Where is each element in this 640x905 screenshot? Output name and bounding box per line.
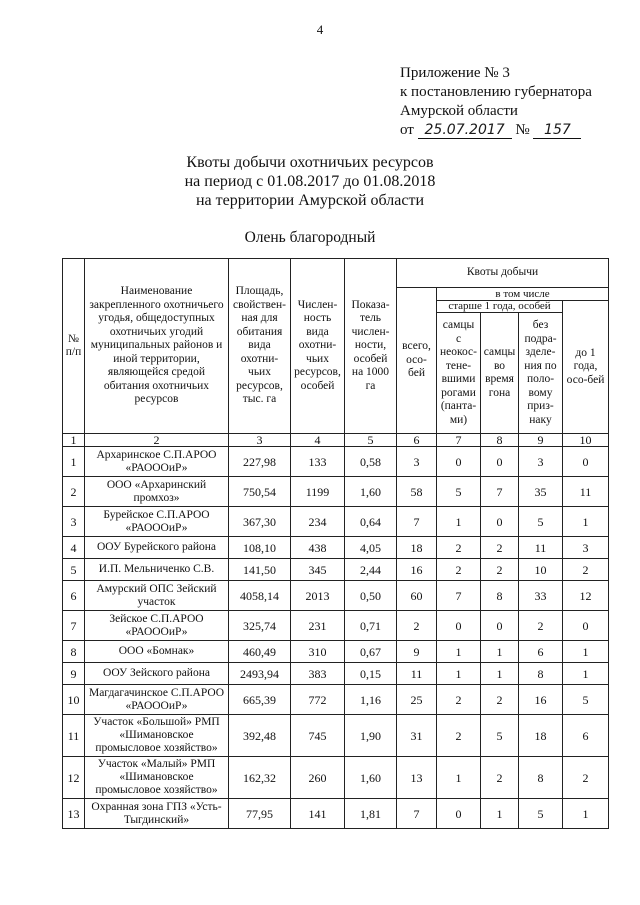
row-total: 58 — [397, 477, 437, 507]
row-total: 9 — [397, 641, 437, 663]
row-total: 16 — [397, 559, 437, 581]
table-row — [63, 537, 609, 559]
quota-table — [62, 258, 609, 829]
table-row — [63, 715, 609, 757]
row-males-antlers: 0 — [437, 447, 481, 477]
column-number: 4 — [291, 434, 345, 447]
table-row — [63, 611, 609, 641]
row-name: Участок «Малый» РМП «Шимановское промысловое хозяйство» — [85, 757, 229, 799]
annex-date-number — [400, 121, 592, 140]
column-number: 9 — [519, 434, 563, 447]
row-no-sex: 18 — [519, 715, 563, 757]
row-density: 0,15 — [345, 663, 397, 685]
row-population: 345 — [291, 559, 345, 581]
row-density: 1,60 — [345, 757, 397, 799]
row-under1: 0 — [563, 447, 609, 477]
row-density: 0,50 — [345, 581, 397, 611]
row-population: 383 — [291, 663, 345, 685]
row-area: 325,74 — [229, 611, 291, 641]
title-line-2: на период с 01.08.2017 до 01.08.2018 — [184, 173, 436, 190]
row-population: 772 — [291, 685, 345, 715]
row-total: 2 — [397, 611, 437, 641]
header-area: Площадь, свойствен-ная для обитания вида охотни-чьих ресурсов, тыс. га — [229, 259, 291, 434]
row-population: 141 — [291, 799, 345, 829]
column-number: 1 — [63, 434, 85, 447]
row-population: 234 — [291, 507, 345, 537]
header-older: старше 1 года, особей — [437, 301, 563, 313]
table-row — [63, 799, 609, 829]
row-no-sex: 11 — [519, 537, 563, 559]
quota-table-body — [63, 447, 609, 829]
row-number: 4 — [63, 537, 85, 559]
row-under1: 1 — [563, 641, 609, 663]
header-males-antlers: самцы с неокос-тене-вшими рогами (панта-ми) — [437, 313, 481, 434]
row-population: 438 — [291, 537, 345, 559]
table-row — [63, 685, 609, 715]
row-males-rut: 2 — [481, 559, 519, 581]
row-total: 7 — [397, 507, 437, 537]
row-area: 77,95 — [229, 799, 291, 829]
row-population: 745 — [291, 715, 345, 757]
row-name: ООО «Архаринский промхоз» — [85, 477, 229, 507]
row-under1: 1 — [563, 663, 609, 685]
row-population: 2013 — [291, 581, 345, 611]
annex-block — [400, 64, 592, 140]
row-no-sex: 10 — [519, 559, 563, 581]
row-males-antlers: 1 — [437, 757, 481, 799]
row-area: 665,39 — [229, 685, 291, 715]
row-males-rut: 0 — [481, 507, 519, 537]
row-under1: 1 — [563, 799, 609, 829]
row-density: 1,60 — [345, 477, 397, 507]
row-number: 3 — [63, 507, 85, 537]
row-name: Зейское С.П.АРОО «РАОООиР» — [85, 611, 229, 641]
row-name: ООО «Бомнак» — [85, 641, 229, 663]
table-row — [63, 477, 609, 507]
row-total: 7 — [397, 799, 437, 829]
row-no-sex: 5 — [519, 799, 563, 829]
header-total: всего, осо-бей — [397, 288, 437, 434]
row-name: Магдагачинское С.П.АРОО «РАОООиР» — [85, 685, 229, 715]
row-number: 9 — [63, 663, 85, 685]
row-total: 18 — [397, 537, 437, 559]
row-under1: 2 — [563, 559, 609, 581]
row-population: 260 — [291, 757, 345, 799]
row-name: Амурский ОПС Зейский участок — [85, 581, 229, 611]
row-males-rut: 8 — [481, 581, 519, 611]
row-total: 31 — [397, 715, 437, 757]
column-number: 7 — [437, 434, 481, 447]
header-num: № п/п — [63, 259, 85, 434]
row-name: Архаринское С.П.АРОО «РАОООиР» — [85, 447, 229, 477]
column-number: 2 — [85, 434, 229, 447]
row-males-rut: 2 — [481, 757, 519, 799]
row-under1: 3 — [563, 537, 609, 559]
row-total: 60 — [397, 581, 437, 611]
document-title — [0, 153, 620, 210]
row-number: 10 — [63, 685, 85, 715]
row-under1: 12 — [563, 581, 609, 611]
row-number: 12 — [63, 757, 85, 799]
row-name: Участок «Большой» РМП «Шимановское промысловое хозяйство» — [85, 715, 229, 757]
row-number: 5 — [63, 559, 85, 581]
annex-number: 157 — [533, 122, 581, 139]
row-area: 367,30 — [229, 507, 291, 537]
row-area: 227,98 — [229, 447, 291, 477]
row-under1: 0 — [563, 611, 609, 641]
row-males-rut: 1 — [481, 663, 519, 685]
row-no-sex: 2 — [519, 611, 563, 641]
row-males-rut: 1 — [481, 641, 519, 663]
row-males-rut: 2 — [481, 537, 519, 559]
row-total: 25 — [397, 685, 437, 715]
row-no-sex: 5 — [519, 507, 563, 537]
row-area: 141,50 — [229, 559, 291, 581]
row-under1: 11 — [563, 477, 609, 507]
row-males-rut: 0 — [481, 447, 519, 477]
row-density: 2,44 — [345, 559, 397, 581]
row-no-sex: 16 — [519, 685, 563, 715]
row-name: Охранная зона ГПЗ «Усть-Тыгдинский» — [85, 799, 229, 829]
row-population: 310 — [291, 641, 345, 663]
row-area: 108,10 — [229, 537, 291, 559]
row-total: 3 — [397, 447, 437, 477]
row-under1: 5 — [563, 685, 609, 715]
row-males-rut: 1 — [481, 799, 519, 829]
row-males-antlers: 1 — [437, 641, 481, 663]
row-males-antlers: 2 — [437, 537, 481, 559]
row-no-sex: 6 — [519, 641, 563, 663]
row-density: 1,90 — [345, 715, 397, 757]
row-under1: 6 — [563, 715, 609, 757]
column-number: 3 — [229, 434, 291, 447]
row-area: 392,48 — [229, 715, 291, 757]
row-no-sex: 35 — [519, 477, 563, 507]
row-total: 11 — [397, 663, 437, 685]
row-area: 162,32 — [229, 757, 291, 799]
row-males-antlers: 5 — [437, 477, 481, 507]
column-number: 10 — [563, 434, 609, 447]
row-number: 1 — [63, 447, 85, 477]
row-total: 13 — [397, 757, 437, 799]
species-title: Олень благородный — [244, 229, 376, 246]
row-population: 231 — [291, 611, 345, 641]
table-row — [63, 559, 609, 581]
row-males-rut: 0 — [481, 611, 519, 641]
row-density: 0,64 — [345, 507, 397, 537]
title-line-1: Квоты добычи охотничьих ресурсов — [186, 154, 434, 171]
column-number: 6 — [397, 434, 437, 447]
table-row — [63, 581, 609, 611]
column-number: 8 — [481, 434, 519, 447]
row-number: 8 — [63, 641, 85, 663]
row-density: 0,67 — [345, 641, 397, 663]
annex-from-label: от — [400, 122, 414, 138]
header-males-rut: самцы во время гона — [481, 313, 519, 434]
row-number: 7 — [63, 611, 85, 641]
row-under1: 1 — [563, 507, 609, 537]
header-under1: до 1 года, осо-бей — [563, 301, 609, 434]
annex-region: Амурской области — [400, 103, 518, 119]
row-no-sex: 8 — [519, 663, 563, 685]
column-number-row — [63, 434, 609, 447]
table-row — [63, 447, 609, 477]
row-males-antlers: 7 — [437, 581, 481, 611]
annex-title: Приложение № 3 — [400, 65, 510, 81]
row-name: ООУ Зейского района — [85, 663, 229, 685]
row-number: 11 — [63, 715, 85, 757]
table-row — [63, 663, 609, 685]
header-quota: Квоты добычи — [397, 259, 609, 288]
row-density: 4,05 — [345, 537, 397, 559]
annex-reference: к постановлению губернатора — [400, 84, 592, 100]
title-line-3: на территории Амурской области — [195, 192, 424, 209]
row-name: Бурейское С.П.АРОО «РАОООиР» — [85, 507, 229, 537]
row-males-rut: 7 — [481, 477, 519, 507]
header-no-sex: без подра-зделе-ния по поло-вому приз-наку — [519, 313, 563, 434]
row-area: 460,49 — [229, 641, 291, 663]
row-males-rut: 2 — [481, 685, 519, 715]
row-males-antlers: 2 — [437, 715, 481, 757]
row-number: 6 — [63, 581, 85, 611]
table-row — [63, 757, 609, 799]
row-males-antlers: 2 — [437, 685, 481, 715]
row-males-antlers: 0 — [437, 611, 481, 641]
row-area: 750,54 — [229, 477, 291, 507]
row-males-antlers: 2 — [437, 559, 481, 581]
row-number: 13 — [63, 799, 85, 829]
row-males-antlers: 1 — [437, 663, 481, 685]
header-density: Показа-тель числен-ности, особей на 1000 га — [345, 259, 397, 434]
row-males-antlers: 0 — [437, 799, 481, 829]
row-area: 2493,94 — [229, 663, 291, 685]
row-no-sex: 3 — [519, 447, 563, 477]
row-density: 1,16 — [345, 685, 397, 715]
row-no-sex: 8 — [519, 757, 563, 799]
row-population: 133 — [291, 447, 345, 477]
row-no-sex: 33 — [519, 581, 563, 611]
header-population: Числен-ность вида охотни-чьих ресурсов, особей — [291, 259, 345, 434]
row-name: ООУ Бурейского района — [85, 537, 229, 559]
column-number: 5 — [345, 434, 397, 447]
row-males-antlers: 1 — [437, 507, 481, 537]
page-number: 4 — [316, 22, 324, 37]
row-name: И.П. Мельниченко С.В. — [85, 559, 229, 581]
row-males-rut: 5 — [481, 715, 519, 757]
annex-date: 25.07.2017 — [418, 122, 512, 139]
row-under1: 2 — [563, 757, 609, 799]
annex-number-label: № — [515, 122, 530, 138]
header-name: Наименование закрепленного охотничьего угодья, общедоступных охотничьих угодий муниципальных районов и иной территории, являющейся средой обитания охотничьих ресурсов — [85, 259, 229, 434]
row-density: 1,81 — [345, 799, 397, 829]
row-number: 2 — [63, 477, 85, 507]
row-population: 1199 — [291, 477, 345, 507]
table-row — [63, 507, 609, 537]
row-density: 0,58 — [345, 447, 397, 477]
row-area: 4058,14 — [229, 581, 291, 611]
row-density: 0,71 — [345, 611, 397, 641]
header-including: в том числе — [437, 288, 609, 301]
table-row — [63, 641, 609, 663]
